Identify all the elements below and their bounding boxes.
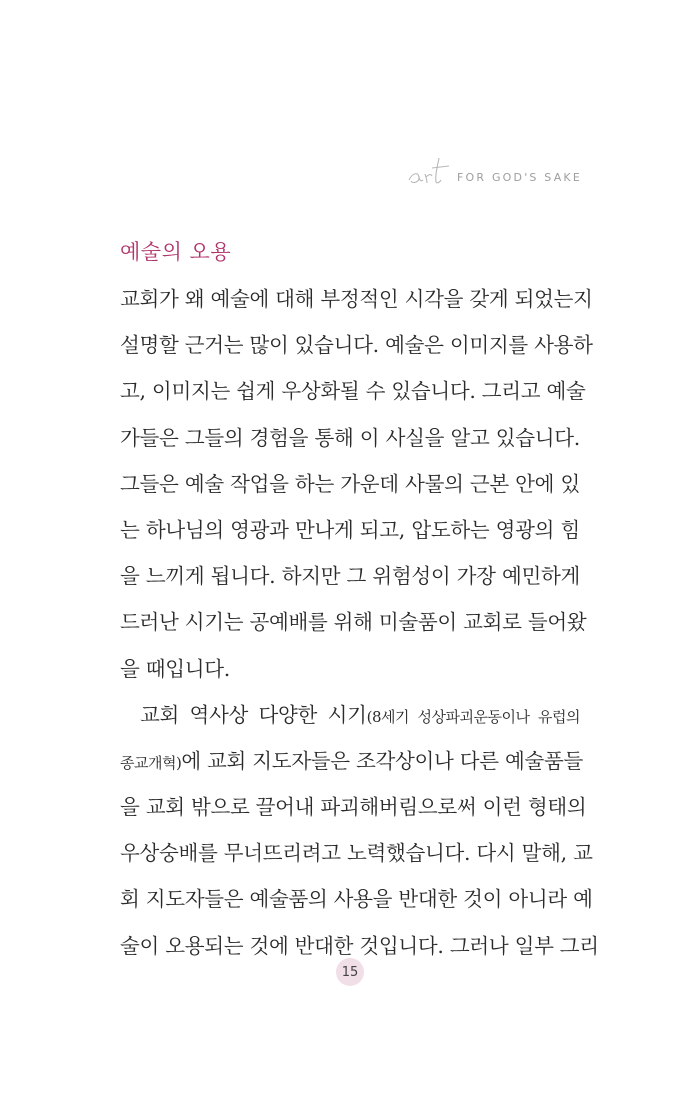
body-text <box>120 276 599 969</box>
text-line: 고, 이미지는 쉽게 우상화될 수 있습니다. 그리고 예술 <box>120 379 586 404</box>
footnote-aside: (8세기 성상파괴운동이나 유럽의 <box>366 707 580 726</box>
text-line: 을 느끼게 됩니다. 하지만 그 위험성이 가장 예민하게 <box>120 564 580 589</box>
text-line: 을 때입니다. <box>120 656 230 681</box>
footnote-aside: 종교개혁) <box>120 753 182 772</box>
text-line: 우상숭배를 무너뜨리려고 노력했습니다. 다시 말해, 교 <box>120 841 593 866</box>
text-run: 에 교회 지도자들은 조각상이나 다른 예술품들 <box>181 748 583 773</box>
text-line: 설명할 근거는 많이 있습니다. 예술은 이미지를 사용하 <box>120 333 593 358</box>
running-title: FOR GOD'S SAKE <box>457 171 582 184</box>
text-line: 가들은 그들의 경험을 통해 이 사실을 알고 있습니다. <box>120 425 580 450</box>
text-line: 술이 오용되는 것에 반대한 것입니다. 그러나 일부 그리 <box>120 933 599 958</box>
page-number: 15 <box>336 958 364 986</box>
section-title: 예술의 오용 <box>120 240 232 264</box>
text-line: 교회가 왜 예술에 대해 부정적인 시각을 갖게 되었는지 <box>120 287 593 311</box>
text-line: 을 교회 밖으로 끌어내 파괴해버림으로써 이런 형태의 <box>120 795 587 820</box>
text-line: 회 지도자들은 예술품의 사용을 반대한 것이 아니라 예 <box>120 887 593 912</box>
text-line <box>120 738 583 784</box>
text-line <box>120 692 580 738</box>
text-run: 교회 역사상 다양한 시기 <box>140 702 367 727</box>
text-line: 는 하나님의 영광과 만나게 되고, 압도하는 영광의 힘 <box>120 517 580 542</box>
art-logo-icon <box>405 150 451 190</box>
running-header <box>405 150 582 190</box>
text-line: 드러난 시기는 공예배를 위해 미술품이 교회로 들어왔 <box>120 610 587 635</box>
text-line: 그들은 예술 작업을 하는 가운데 사물의 근본 안에 있 <box>120 471 580 496</box>
